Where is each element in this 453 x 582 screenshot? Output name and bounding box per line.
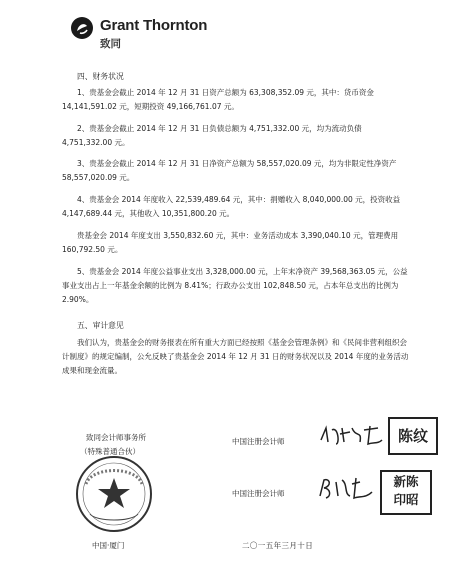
paragraph-text: 5、贵基金会 2014 年度公益事业支出 3,328,000.00 元，上年末净资产 39,568,363.05 元，公益事业支出占上一年基金余额的比例为 8.41%；行政办公支出 102,848.50 元，占本年总支出的比例为 2.90%。 bbox=[62, 267, 408, 304]
paragraph-public-welfare bbox=[62, 265, 412, 307]
heading-text: 五、审计意见 bbox=[77, 321, 124, 330]
cpa1-label: 中国注册会计师 bbox=[232, 437, 285, 446]
logo-brand-text: Grant Thornton bbox=[100, 17, 208, 34]
paragraph-text: 3、贵基金会截止 2014 年 12 月 31 日净资产总额为 58,557,020.09 元，均为非限定性净资产 58,557,020.09 元。 bbox=[62, 159, 397, 182]
cpa2-label: 中国注册会计师 bbox=[232, 489, 285, 498]
paragraph-audit-opinion bbox=[62, 336, 412, 378]
logo-sub-text: 致同 bbox=[100, 38, 121, 50]
paragraph-text: 2、贵基金会截止 2014 年 12 月 31 日负债总额为 4,751,332.00 元，均为流动负债 4,751,332.00 元。 bbox=[62, 124, 362, 147]
firm-round-seal-icon bbox=[74, 454, 154, 534]
cpa2-seal-line2: 印昭 bbox=[393, 492, 419, 507]
firm-type: （特殊普通合伙） bbox=[80, 447, 140, 456]
paragraph-assets bbox=[62, 86, 412, 114]
grant-thornton-mark-icon bbox=[70, 16, 94, 40]
paragraph-text: 4、贵基金会 2014 年度收入 22,539,489.64 元，其中：捐赠收入 8,040,000.00 元，投资收益 4,147,689.44 元，其他收入 10,351,800.20 元。 bbox=[62, 195, 401, 218]
paragraph-text: 我们认为，贵基金会的财务报表在所有重大方面已经按照《基金会管理条例》和《民间非营利组织会计制度》的规定编制，公允反映了贵基金会 2014 年 12 月 31 日的财务状况以及 2014 年度的业务活动成果和现金流量。 bbox=[62, 338, 409, 375]
paragraph-text: 贵基金会 2014 年度支出 3,550,832.60 元，其中：业务活动成本 3,390,040.10 元，管理费用 160,792.50 元。 bbox=[62, 231, 399, 254]
report-date: 二〇一五年三月十日 bbox=[242, 541, 314, 550]
paragraph-net-assets bbox=[62, 157, 412, 185]
cpa1-seal: 陈纹 bbox=[388, 417, 438, 455]
paragraph-text: 1、贵基金会截止 2014 年 12 月 31 日资产总额为 63,308,352.09 元，其中：货币资金 14,141,591.02 元，短期投资 49,166,761.07 元。 bbox=[62, 88, 374, 111]
cpa2-handwritten-signature-icon bbox=[318, 474, 374, 502]
paragraph-liabilities bbox=[62, 122, 412, 150]
section-heading-financial-status bbox=[62, 70, 412, 84]
paragraph-expenses bbox=[62, 229, 412, 257]
cpa2-seal bbox=[380, 470, 432, 515]
firm-logo bbox=[70, 14, 250, 54]
paragraph-income bbox=[62, 193, 412, 221]
firm-name: 致同会计师事务所 bbox=[86, 433, 146, 442]
heading-text: 四、财务状况 bbox=[77, 72, 124, 81]
cpa1-handwritten-signature-icon bbox=[318, 422, 386, 448]
section-heading-audit-opinion bbox=[62, 319, 412, 333]
cpa2-seal-line1: 新陈 bbox=[393, 474, 419, 489]
location-text: 中国·厦门 bbox=[92, 541, 125, 550]
